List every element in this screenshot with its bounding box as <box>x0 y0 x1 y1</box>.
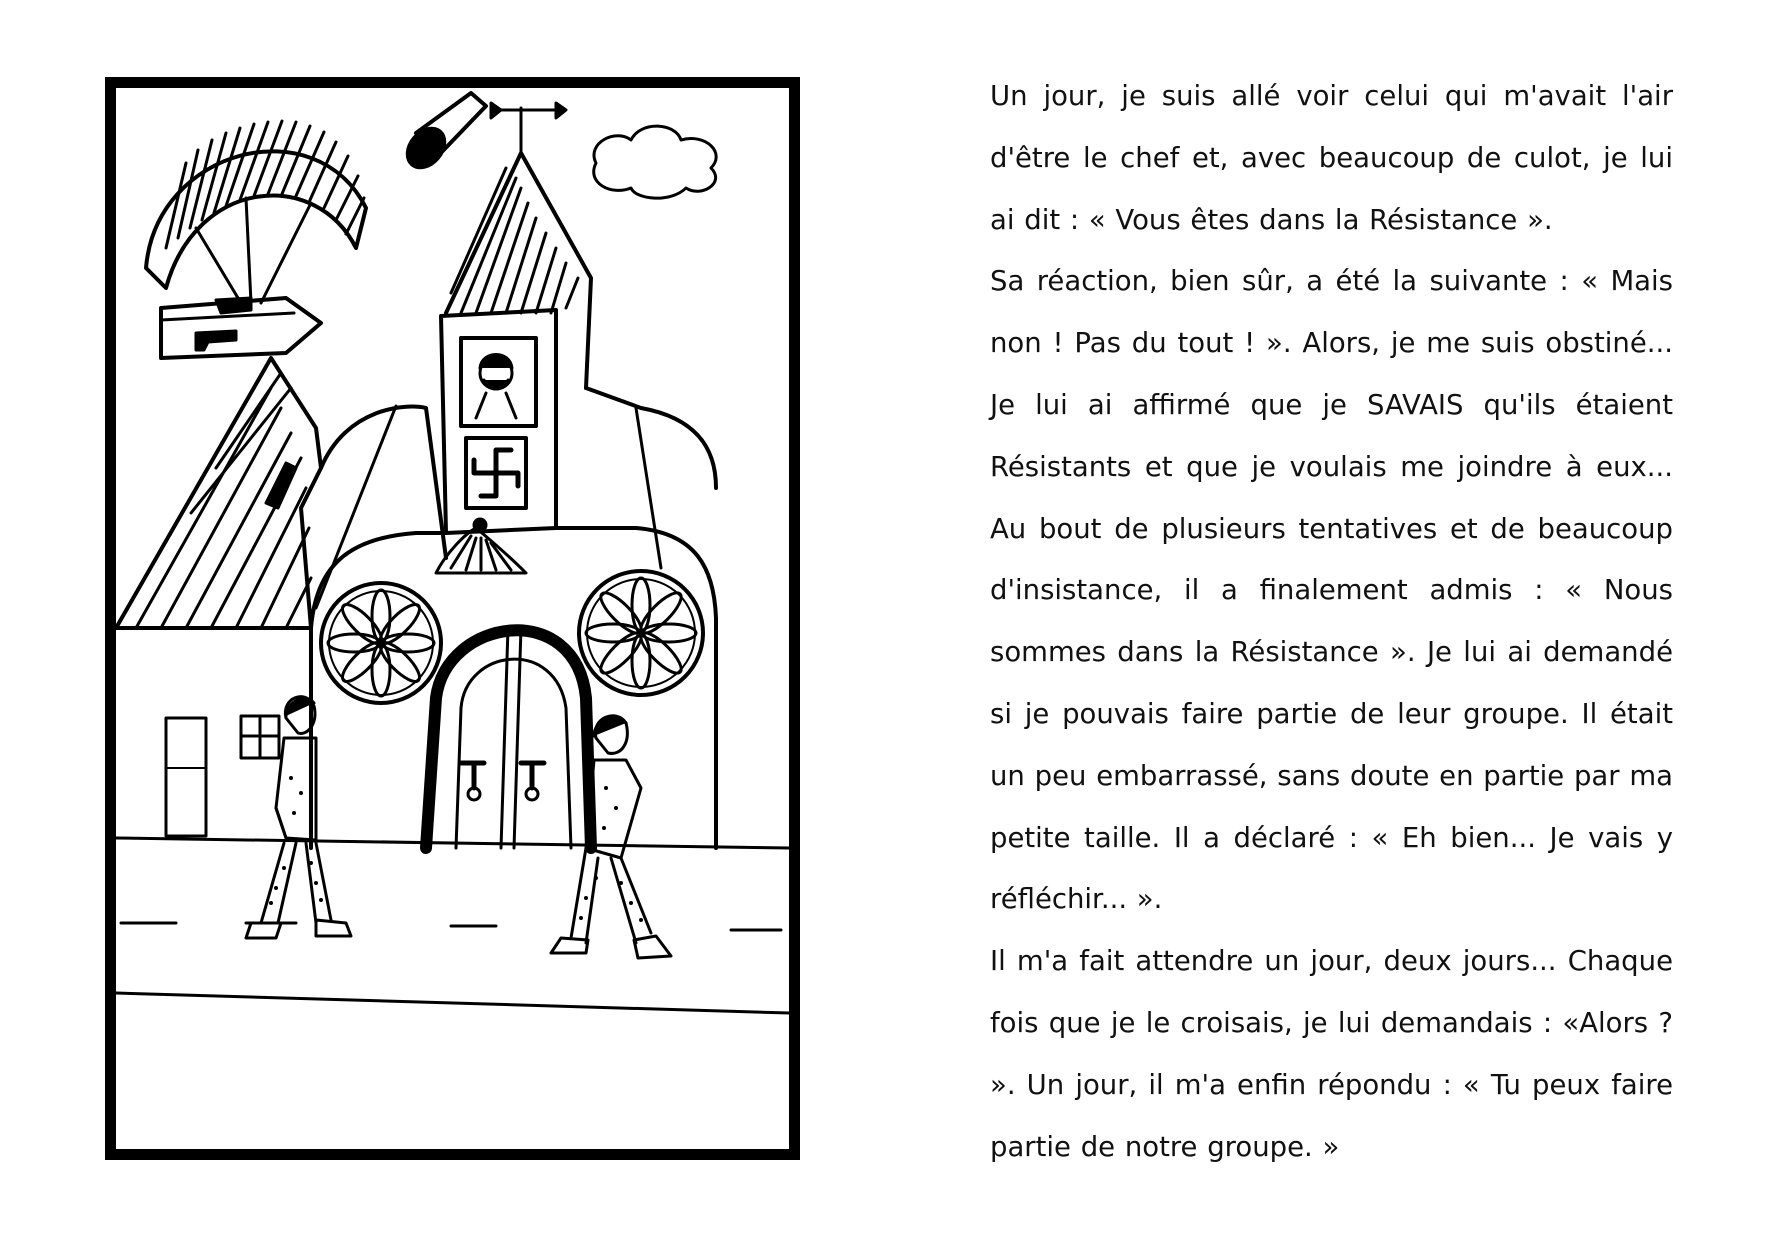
weather-vane <box>491 103 566 153</box>
street <box>116 838 789 1013</box>
illustration-frame <box>105 77 800 1160</box>
church-facade <box>311 528 716 848</box>
story-paragraph: Sa réaction, bien sûr, a été la suivante : « Mais non ! Pas du tout ! ». Alors, je me suis obstiné... Je lui ai affirmé que je SAVAIS qu'ils étaient Résistants et que je voulais me joindre à eux... Au bout de plusieurs tentatives et de beaucoup d'insistance, il a finalement admis : « Nous sommes dans la Résistance ». Je lui ai demandé si je pouvais faire partie de leur groupe. Il était un peu embarrassé, sans doute en partie par ma petite taille. Il a déclaré : « Eh bien... Je vais y réfléchir... ». <box>990 265 1673 916</box>
story-paragraph: Un jour, je suis allé voir celui qui m'avait l'air d'être le chef et, avec beaucoup de culot, je lui ai dit : « Vous êtes dans la Résistance ». <box>990 80 1673 236</box>
story-paragraph: Il m'a fait attendre un jour, deux jours... Chaque fois que je le croisais, je lui demandais : «Alors ? ». Un jour, il m'a enfin répondu : « Tu peux faire partie de notre groupe. » <box>990 945 1673 1163</box>
parachute <box>146 121 366 358</box>
tower <box>436 310 556 573</box>
church-door <box>426 628 591 848</box>
bomb <box>400 93 486 175</box>
spire <box>446 153 591 388</box>
church-drawing <box>116 88 789 1149</box>
side-wall <box>321 407 446 558</box>
cloud <box>594 126 716 198</box>
story-text <box>990 66 1673 1178</box>
rose-window-right <box>579 571 703 695</box>
rose-window-left <box>321 583 441 703</box>
left-building <box>116 628 311 836</box>
person-left <box>241 697 351 938</box>
left-roof <box>116 358 321 628</box>
